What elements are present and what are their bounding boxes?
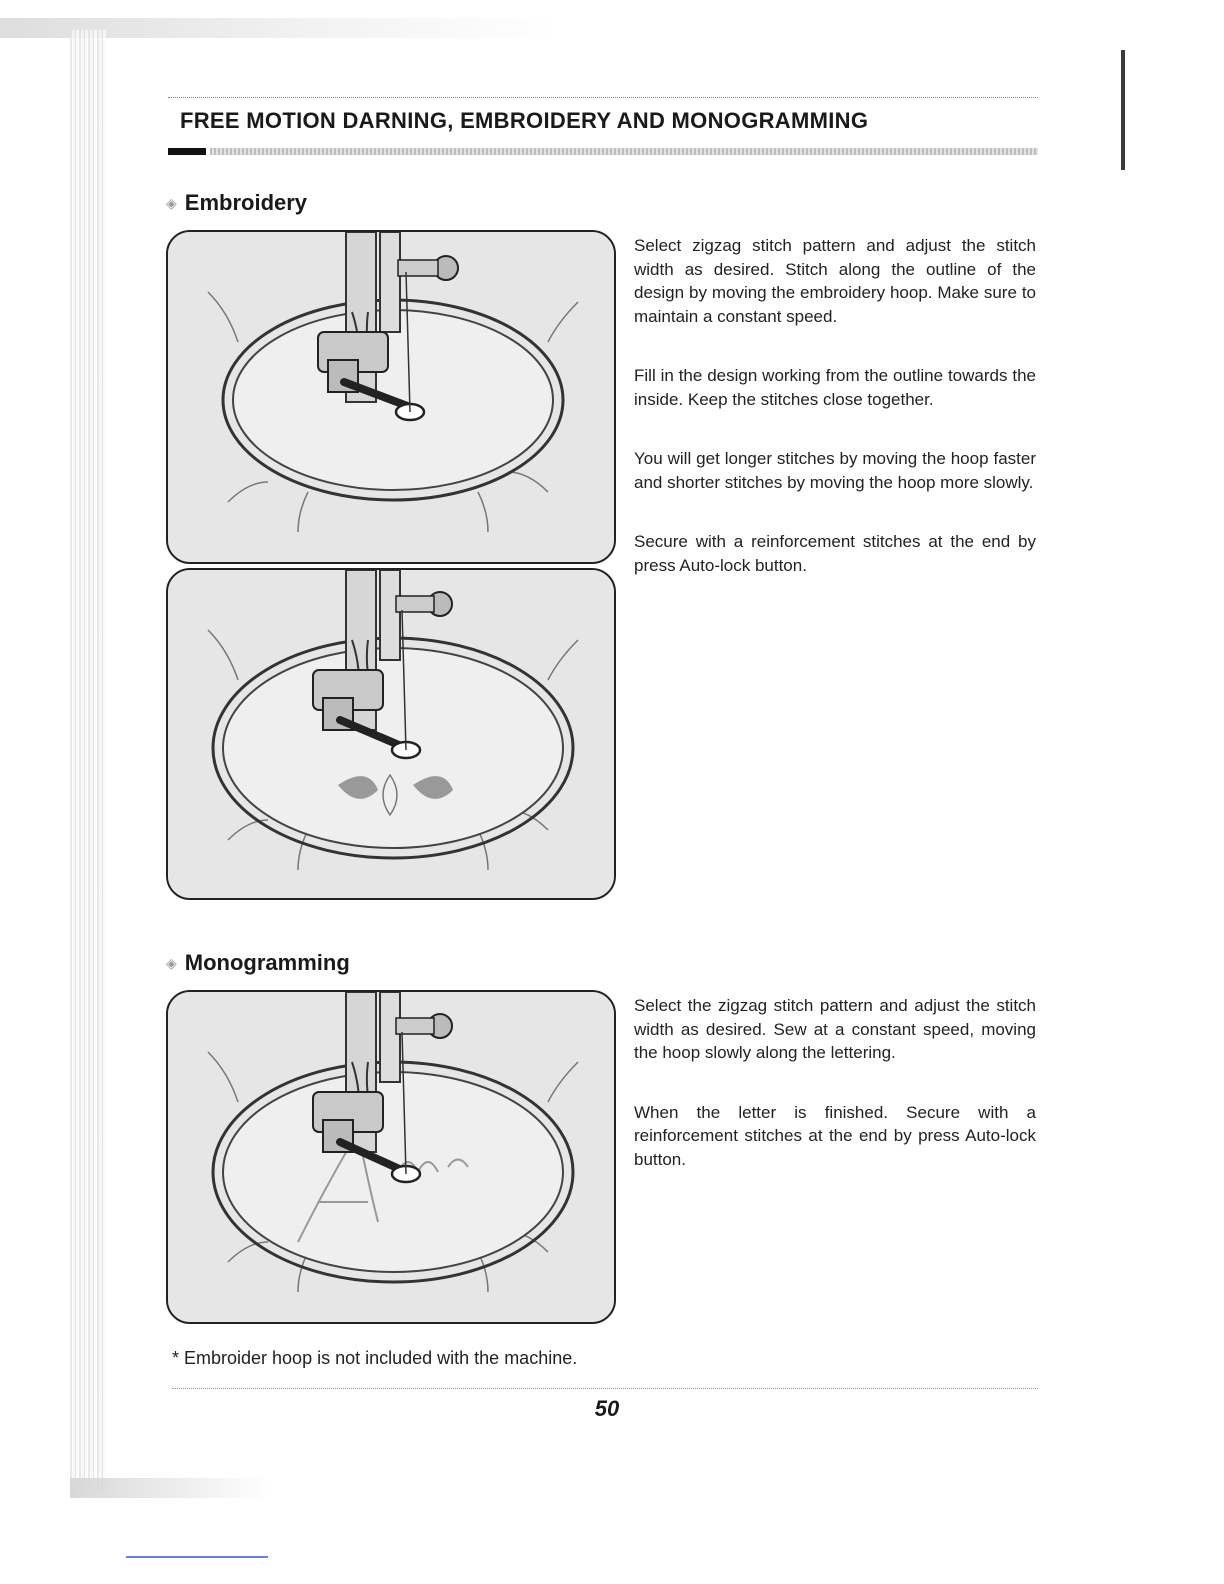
page-number: 50	[594, 1396, 620, 1421]
scan-shadow-bottom	[70, 1478, 270, 1498]
embroidery-heading-text: Embroidery	[184, 190, 308, 215]
embroidery-outline-illustration	[166, 230, 616, 564]
monogramming-step-1: Select the zigzag stitch pattern and adjust the stitch width as desired. Sew at a constant speed, moving the hoop slowly along the lettering.	[634, 996, 1036, 1062]
monogramming-step-2: When the letter is finished. Secure with a reinforcement stitches at the end by press Auto-lock button.	[634, 1102, 1036, 1169]
title-underline-bar	[210, 148, 1038, 155]
embroidery-step-1: Select zigzag stitch pattern and adjust the stitch width as desired. Stitch along the outline of the design by moving the embroidery hoop. Make sure to maintain a constant speed.	[634, 236, 1036, 326]
sewing-hoop-figure-filled	[168, 570, 614, 898]
sewing-hoop-figure-monogram	[168, 992, 614, 1322]
embroidery-step-2: Fill in the design working from the outline towards the inside. Keep the stitches close together.	[634, 366, 1036, 409]
monogramming-heading	[166, 950, 350, 976]
embroidery-heading	[166, 190, 307, 216]
monogramming-illustration	[166, 990, 616, 1324]
page-title: FREE MOTION DARNING, EMBROIDERY AND MONOGRAMMING	[180, 108, 869, 133]
embroidery-instructions	[634, 234, 1036, 577]
section-bullet-icon: ◈	[166, 954, 177, 971]
title-accent-bar	[168, 148, 206, 155]
section-bullet-icon: ◈	[166, 194, 177, 211]
embroidery-step-3: You will get longer stitches by moving the hoop faster and shorter stitches by moving the hoop more slowly.	[634, 449, 1036, 492]
embroidery-fill-illustration	[166, 568, 616, 900]
title-top-rule	[168, 97, 1038, 98]
scan-shadow-left	[70, 30, 106, 1490]
monogramming-instructions	[634, 994, 1036, 1171]
scan-mark-right	[1121, 50, 1125, 170]
footnote: * Embroider hoop is not included with the machine.	[172, 1348, 578, 1368]
sewing-hoop-figure	[168, 232, 614, 562]
embroidery-step-4: Secure with a reinforcement stitches at the end by press Auto-lock button.	[634, 532, 1036, 575]
monogramming-heading-text: Monogramming	[184, 950, 350, 975]
footer-rule	[172, 1388, 1038, 1389]
blue-underline-mark	[126, 1556, 268, 1558]
